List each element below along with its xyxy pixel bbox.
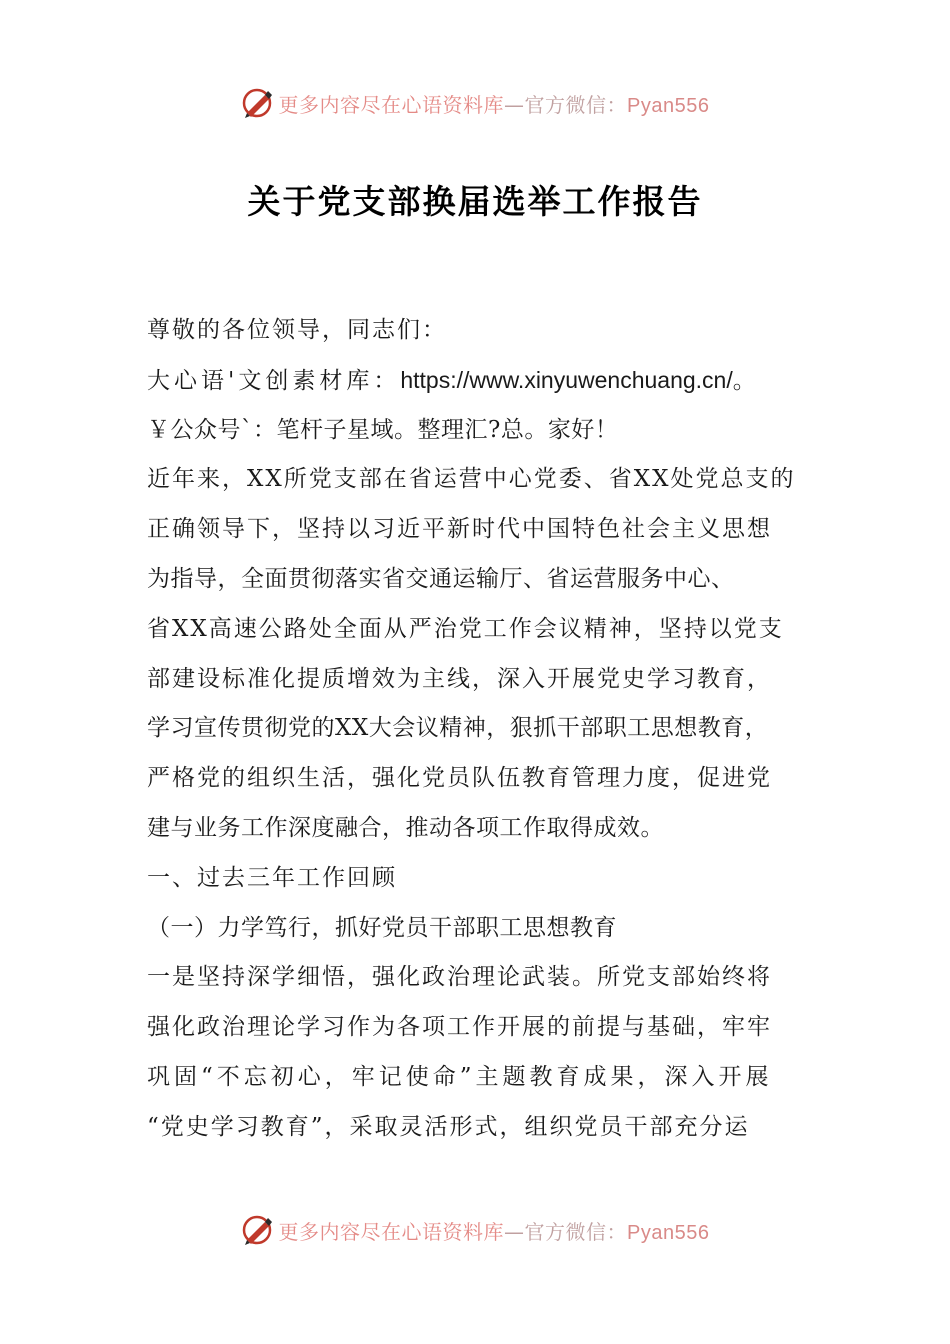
body-line: 省XX高速公路处全面从严治党工作会议精神，坚持以党支	[147, 615, 784, 642]
body-line: 学习宣传贯彻党的XX大会议精神，狠抓干部职工思想教育，	[147, 715, 769, 742]
watermark-cn: 更多内容尽在心语资料库	[278, 1219, 505, 1244]
document-body	[147, 306, 817, 1153]
pen-logo-icon	[241, 86, 275, 120]
body-line: 巩固“不忘初心，牢记使命”主题教育成果，深入开展	[147, 1063, 773, 1090]
body-line: 严格党的组织生活，强化党员队伍教育管理力度，促进党	[147, 765, 772, 792]
body-line-link	[147, 356, 817, 406]
watermark-wechat-label: —官方微信：	[504, 92, 628, 117]
watermark-cn: 更多内容尽在心语资料库	[278, 92, 505, 117]
top-watermark-banner	[0, 83, 950, 123]
body-line: 建与业务工作深度融合，推动各项工作取得成效。	[147, 814, 664, 841]
watermark-wechat-label: —官方微信：	[504, 1219, 628, 1244]
body-line: ￥公众号`：笔杆子星域。整理汇?总。家好！	[147, 416, 619, 443]
section-heading: 一、过去三年工作回顾	[147, 864, 397, 891]
subsection-heading: （一）力学笃行，抓好党员干部职工思想教育	[147, 914, 617, 941]
watermark-wechat-id: Pyan556	[627, 94, 710, 117]
body-line: 一是坚持深学细悟，强化政治理论武装。所党支部始终将	[147, 964, 772, 991]
pen-logo-icon	[241, 1213, 275, 1247]
resource-link[interactable]: https://www.xinyuwenchuang.cn/。	[400, 366, 756, 393]
body-line: 强化政治理论学习作为各项工作开展的前提与基础，牢牢	[147, 1014, 772, 1041]
document-title: 关于党支部换届选举工作报告	[247, 182, 703, 221]
bottom-watermark-banner	[0, 1210, 950, 1250]
body-line: 正确领导下，坚持以习近平新时代中国特色社会主义思想	[147, 516, 772, 543]
body-line: 近年来，XX所党支部在省运营中心党委、省XX处党总支的	[147, 466, 796, 493]
watermark-text	[279, 89, 710, 118]
body-line: “党史学习教育”，采取灵活形式，组织党员干部充分运	[147, 1113, 750, 1140]
body-line: 尊敬的各位领导，同志们：	[147, 317, 447, 343]
link-prefix: 大心语'文创素材库：	[147, 367, 401, 394]
body-line: 部建设标准化提质增效为主线，深入开展党史学习教育，	[147, 665, 772, 692]
watermark-text	[279, 1216, 710, 1245]
body-line: 为指导，全面贯彻落实省交通运输厅、省运营服务中心、	[147, 565, 735, 592]
watermark-wechat-id: Pyan556	[627, 1221, 710, 1244]
